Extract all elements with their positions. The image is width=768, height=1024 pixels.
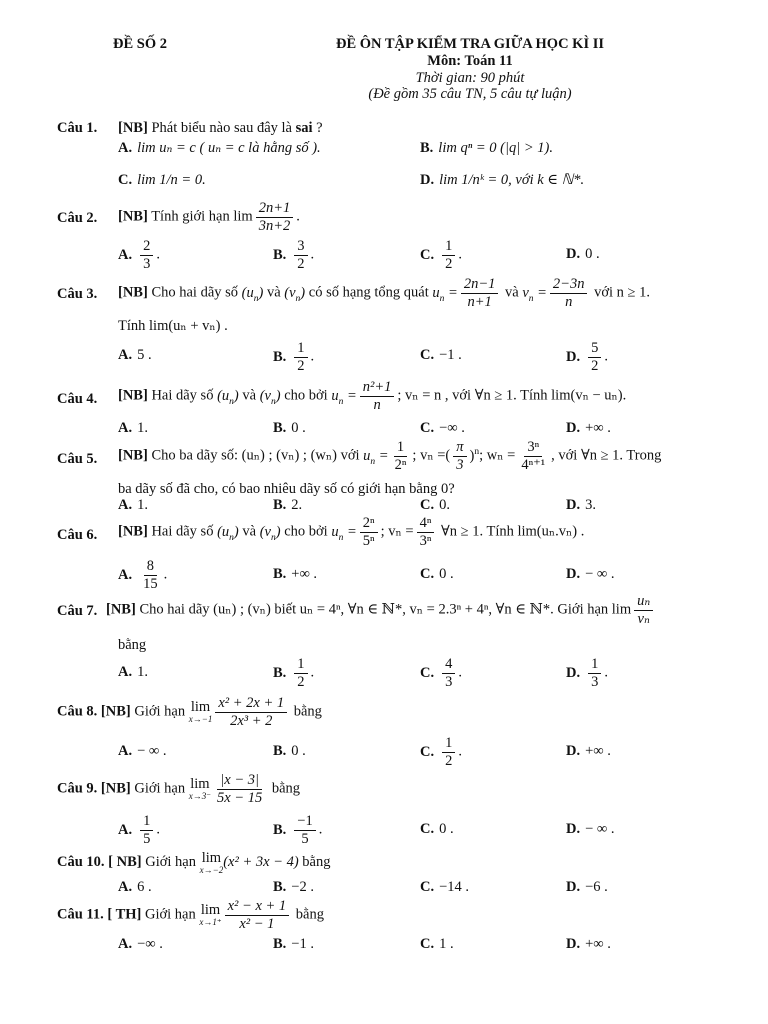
option-d[interactable]: D. −6 . xyxy=(566,879,608,895)
exam-time: Thời gian: 90 phút xyxy=(415,70,525,86)
option-a[interactable]: A. $\frac{1}{5}$ . xyxy=(118,813,160,847)
option-b[interactable]: B. $\frac{1}{2}$ . xyxy=(273,340,315,374)
question-stem: Câu 10. [ NB] Giới hạn lim x→−2 (x² + 3x − 4) bằng xyxy=(57,850,331,875)
option-b[interactable]: B. −1 . xyxy=(273,936,314,952)
option-b[interactable]: B. 0 . xyxy=(273,743,306,759)
option-d[interactable]: D. lim 1/nᵏ = 0, với k ∈ ℕ*. xyxy=(420,172,585,188)
option-a[interactable]: A. 6 . xyxy=(118,879,152,895)
question-stem: [NB] Cho ba dãy số: (uₙ) ; (vₙ) ; (wₙ) với $u_n$ = $\frac{1}{\text{2ⁿ}}$ ; vₙ =( $\frac{\pi}{3}$ )$^n$; wₙ = $\frac{\text{3ⁿ}}{\text{4ⁿ⁺¹}}$ , với ∀n ≥ 1. Trong xyxy=(118,439,662,473)
question-line2: bằng xyxy=(118,637,147,653)
option-b[interactable]: B. $\frac{1}{2}$ . xyxy=(273,656,315,690)
option-c[interactable]: C. $\frac{4}{3}$ . xyxy=(420,656,462,690)
option-d[interactable]: D. − ∞ . xyxy=(566,566,615,582)
question-stem: [NB] Hai dãy số $(u_n)$ và $(v_n)$ cho bởi $u_n$ = $\frac{\text{2ⁿ}}{\text{5ⁿ}}$ ; vₙ = $\frac{\text{4ⁿ}}{\text{3ⁿ}}$ ∀n ≥ 1. Tính lim(uₙ.vₙ) . xyxy=(118,515,585,549)
question-label: Câu 2. xyxy=(57,210,98,226)
option-c[interactable]: C. 0. xyxy=(420,497,450,513)
option-d[interactable]: D. $\frac{5}{2}$ . xyxy=(566,340,608,374)
option-d[interactable]: D. +∞ . xyxy=(566,936,611,952)
option-a[interactable]: A. −∞ . xyxy=(118,936,163,952)
question-stem: [NB] Cho hai dãy số $(u_n)$ và $(v_n)$ có số hạng tổng quát $u_n$ = $\frac{2n-1}{n+1}$ và $v_n$ = $\frac{2-3n}{n}$ với n ≥ 1. xyxy=(118,276,650,310)
option-a[interactable]: A. − ∞ . xyxy=(118,743,167,759)
question-stem: Câu 11. [ TH] Giới hạn lim x→1⁺ $\frac{\text{x² − x + 1}}{\text{x² − 1}}$ bằng xyxy=(57,898,324,932)
exam-title: ĐỀ ÔN TẬP KIỂM TRA GIỮA HỌC KÌ II xyxy=(335,36,605,52)
option-b[interactable]: B. lim qⁿ = 0 (|q| > 1). xyxy=(420,140,553,156)
option-c[interactable]: C. lim 1/n = 0. xyxy=(118,172,206,188)
option-a[interactable]: A. 1. xyxy=(118,664,148,680)
option-b[interactable]: B. 0 . xyxy=(273,420,306,436)
option-a[interactable]: A. 1. xyxy=(118,420,148,436)
question-line2: ba dãy số đã cho, có bao nhiêu dãy số có giới hạn bằng 0? xyxy=(118,481,455,497)
question-label: Câu 1. xyxy=(57,120,98,136)
option-d[interactable]: D. +∞ . xyxy=(566,420,611,436)
question-label: Câu 7. xyxy=(57,603,98,619)
question-stem: [NB] Phát biểu nào sau đây là sai ? xyxy=(118,120,323,136)
option-d[interactable]: D. − ∞ . xyxy=(566,821,615,837)
option-d[interactable]: D. +∞ . xyxy=(566,743,611,759)
option-a[interactable]: A. lim uₙ = c ( uₙ = c là hằng số ). xyxy=(118,140,321,156)
option-a[interactable]: A. 5 . xyxy=(118,347,152,363)
option-b[interactable]: B. −2 . xyxy=(273,879,314,895)
question-line2: Tính lim(uₙ + vₙ) . xyxy=(118,318,228,334)
option-b[interactable]: B. $\frac{3}{2}$ . xyxy=(273,238,315,272)
option-a[interactable]: A. $\frac{8}{15}$ . xyxy=(118,558,168,592)
option-a[interactable]: A. 1. xyxy=(118,497,148,513)
exam-note: (Đề gồm 35 câu TN, 5 câu tự luận) xyxy=(368,86,572,102)
option-b[interactable]: B. 2. xyxy=(273,497,303,513)
option-c[interactable]: C. −14 . xyxy=(420,879,470,895)
option-d[interactable]: D. 0 . xyxy=(566,246,600,262)
option-c[interactable]: C. 1 . xyxy=(420,936,454,952)
option-c[interactable]: C. −1 . xyxy=(420,347,462,363)
option-d[interactable]: D. 3. xyxy=(566,497,596,513)
question-label: Câu 6. xyxy=(57,527,98,543)
option-c[interactable]: C. 0 . xyxy=(420,821,454,837)
question-stem: [NB] Cho hai dãy (uₙ) ; (vₙ) biết uₙ = 4ⁿ, ∀n ∈ ℕ*, vₙ = 2.3ⁿ + 4ⁿ, ∀n ∈ ℕ*. Giới hạn lim $\frac{\text{uₙ}}{\text{vₙ}}$ xyxy=(106,593,656,627)
question-stem: Câu 9. [NB] Giới hạn lim x→3⁻ $\frac{|x - 3|}{5x - 15}$ bằng xyxy=(57,772,301,806)
option-c[interactable]: C. 0 . xyxy=(420,566,454,582)
option-c[interactable]: C. −∞ . xyxy=(420,420,465,436)
question-label: Câu 4. xyxy=(57,391,98,407)
option-b[interactable]: B. +∞ . xyxy=(273,566,318,582)
option-a[interactable]: A. $\frac{2}{3}$ . xyxy=(118,238,160,272)
option-c[interactable]: C. $\frac{1}{2}$ . xyxy=(420,238,462,272)
exam-subject: Môn: Toán 11 xyxy=(427,53,513,69)
question-stem: Câu 8. [NB] Giới hạn lim x→−1 $\frac{\text{x² + 2x + 1}}{\text{2x³ + 2}}$ bằng xyxy=(57,695,322,729)
question-stem: [NB] Tính giới hạn lim $\frac{2n+1}{3n+2}$ . xyxy=(118,200,300,234)
question-label: Câu 3. xyxy=(57,286,98,302)
option-b[interactable]: B. $\frac{-1}{5}$ . xyxy=(273,813,323,847)
question-stem: [NB] Hai dãy số $(u_n)$ và $(v_n)$ cho bởi $u_n$ = $\frac{\text{n²+1}}{n}$ ; vₙ = n , với ∀n ≥ 1. Tính lim(vₙ − uₙ). xyxy=(118,379,627,413)
question-label: Câu 5. xyxy=(57,451,98,467)
option-c[interactable]: C. $\frac{1}{2}$ . xyxy=(420,735,462,769)
exam-number: ĐỀ SỐ 2 xyxy=(113,36,167,52)
option-d[interactable]: D. $\frac{1}{3}$ . xyxy=(566,656,608,690)
